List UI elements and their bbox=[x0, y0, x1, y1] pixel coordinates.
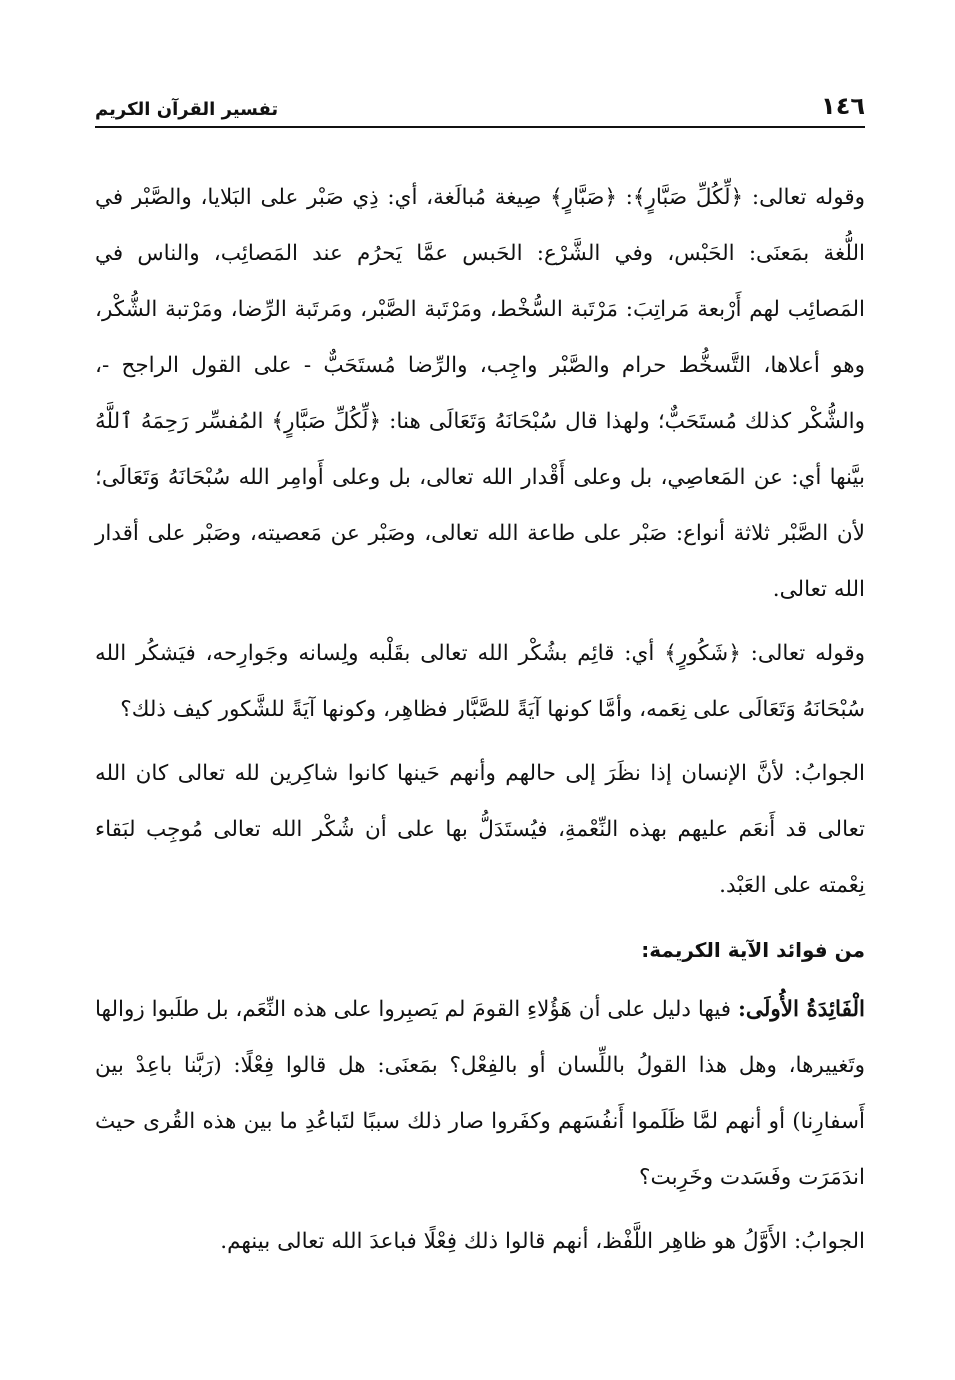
paragraph-answer-2: الجوابُ: الأَوَّلُ هو ظاهِر اللَّفْظ، أنهم قالوا ذلك فِعْلًا فباعدَ الله تعالى بينهم. bbox=[220, 1229, 865, 1254]
page-number: ١٤٦ bbox=[821, 92, 865, 120]
running-head bbox=[95, 90, 865, 128]
benefit-text: فيها دليل على أن هَؤُلاءِ القومَ لم يَصبِروا على هذه النِّعَم، بل طلَبوا زوالها وتَغييرها، وهل هذا القولُ باللِّسان أو بالفِعْل؟ بمَعنَى: هل قالوا فِعْلًا: (رَبَّنا باعِدْ بين أَسفارِنا) أو أنهم لمَّا ظَلَموا أَنفُسَهم وكفَروا صار ذلك سببًا لتَباعُدِ ما بين هذه القُرى حيث اندَمَرَت وفَسَدت وخَرِبت؟ bbox=[95, 997, 866, 1190]
section-heading: من فوائد الآية الكريمة: bbox=[641, 938, 865, 962]
benefit-label: الْفَائِدَةُ الأُولَى: bbox=[737, 997, 865, 1022]
book-page bbox=[95, 90, 865, 1278]
paragraph-benefit-1 bbox=[95, 982, 865, 1206]
paragraph-patience: وقوله تعالى: ﴿لِّكُلِّ صَبَّارٍ﴾: ﴿صَبَّارٍ﴾ صِيغة مُبالَغة، أي: ذِي صَبْر على البَلايا، والصَّبْر في اللُّغة بمَعنَى: الحَبْس، وفي الشَّرْع: الحَبس عمَّا يَحرُم عند المَصائِب، والناس في المَصائِب لهم أَرْبعة مَراتِبَ: مَرْتَبة السُّخْط، ومَرْتَبة الصَّبْر، ومَرتَبة الرِّضا، ومَرْتبة الشُّكْر، وهو أعلاها، التَّسخُّط حرام والصَّبْر واجِب، والرِّضا مُستَحَبٌّ - على القول الراجح -، والشُّكْر كذلك مُستَحَبٌّ؛ ولهذا قال سُبْحَانَهُ وَتَعَالَى هنا: ﴿لِّكُلِّ صَبَّارٍ﴾ المُفسِّر رَحِمَهُ ٱللَّهُ بيَّنها أي: عن المَعاصِي، بل وعلى أَقْدار الله تعالى، بل وعلى أَوامِر الله سُبْحَانَهُ وَتَعَالَى؛ لأن الصَّبْر ثلاثة أنواع: صَبْر على طاعة الله تعالى، وصَبْر عن مَعصيته، وصَبْر على أقدار الله تعالى. bbox=[95, 185, 865, 602]
paragraph-answer-1: الجوابُ: لأنَّ الإنسان إذا نظَرَ إلى حالهم وأنهم حَينها كانوا شاكِرين لله تعالى كان الله تعالى قد أَنعَم عليهم بهذه النِّعْمةِ، فيُستَدَلُّ بها على أن شُكْر الله تعالى مُوجِب لبَقاء نِعْمته على العَبْد. bbox=[95, 761, 865, 898]
running-title: تفسير القرآن الكريم bbox=[95, 99, 279, 120]
paragraph-gratitude: وقوله تعالى: ﴿شَكُورٍ﴾ أي: قائِم بشُكْر الله تعالى بقَلْبه ولِسانه وجَوارِحه، فيَشكُر الله سُبْحَانَهُ وَتَعَالَى على نِعَمه، وأمَّا كونها آيَةً للصَّبَّار فظاهِر، وكونها آيَةً للشَّكور كيف ذلك؟ bbox=[95, 641, 865, 722]
page-body bbox=[95, 170, 865, 1270]
